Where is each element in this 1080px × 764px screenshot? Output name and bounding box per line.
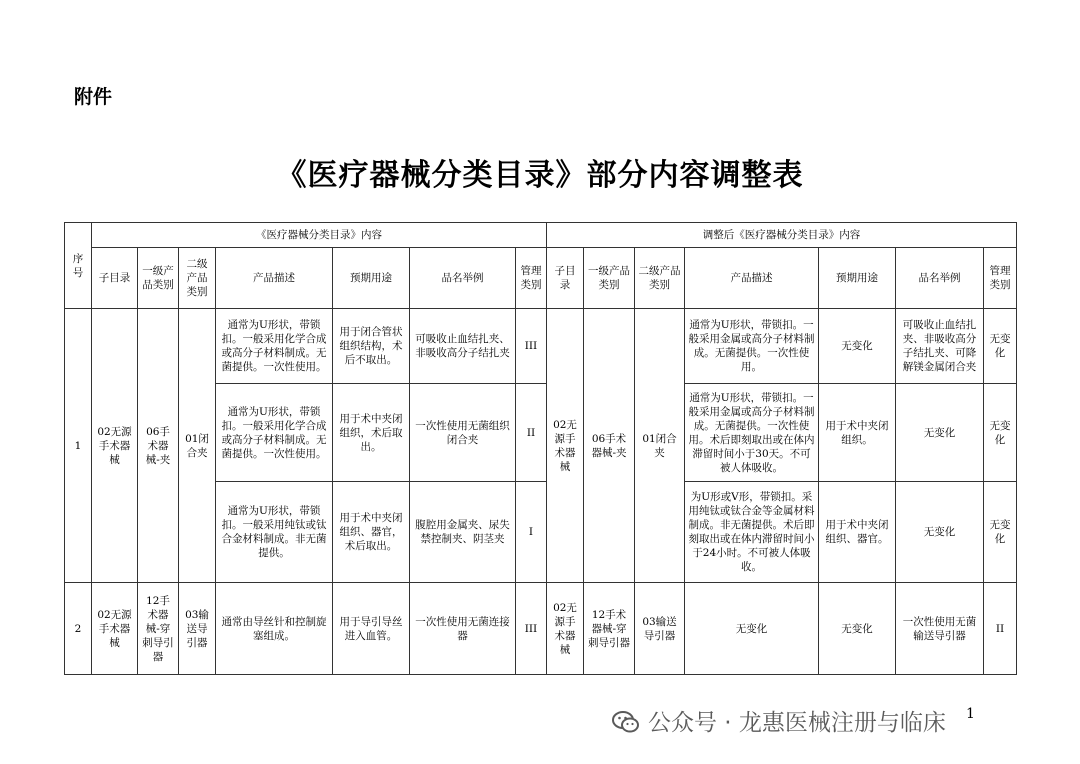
cell-orig-desc: 通常由导丝针和控制旋塞组成。: [216, 583, 333, 675]
header-adj-col: 预期用途: [819, 248, 896, 309]
header-orig-col: 品名举例: [410, 248, 516, 309]
header-original-group: 《医疗器械分类目录》内容: [92, 223, 547, 248]
wechat-icon: [612, 711, 640, 733]
cell-orig-l1: 06手术器械-夹: [138, 309, 179, 583]
document-title: 《医疗器械分类目录》部分内容调整表: [276, 158, 804, 193]
cell-adj-class: II: [984, 583, 1017, 675]
cell-seq: 1: [65, 309, 92, 583]
cell-seq: 2: [65, 583, 92, 675]
cell-adj-desc: 无变化: [685, 583, 819, 675]
cell-adj-use: 用于术中夹闭组织、器官。: [819, 482, 896, 583]
cell-orig-examples: 腹腔用金属夹、尿失禁控制夹、阴茎夹: [410, 482, 516, 583]
cell-adj-use: 无变化: [819, 309, 896, 384]
header-adj-col: 一级产品类别: [584, 248, 635, 309]
header-adj-col: 产品描述: [685, 248, 819, 309]
adjustment-table: [64, 222, 1017, 675]
cell-adj-examples: 无变化: [896, 384, 984, 482]
header-orig-col: 二级产品类别: [179, 248, 216, 309]
cell-adj-examples: 可吸收止血结扎夹、非吸收高分子结扎夹、可降解镁金属闭合夹: [896, 309, 984, 384]
cell-orig-desc: 通常为U形状，带锁扣。一般采用化学合成或高分子材料制成。无菌提供。一次性使用。: [216, 309, 333, 384]
cell-adj-use: 无变化: [819, 583, 896, 675]
cell-orig-class: I: [516, 482, 547, 583]
cell-adj-sub: 02无源手术器械: [547, 583, 584, 675]
header-orig-col: 一级产品类别: [138, 248, 179, 309]
page-number: 1: [966, 706, 975, 722]
cell-adj-l2: 01闭合夹: [635, 309, 685, 583]
cell-adj-examples: 无变化: [896, 482, 984, 583]
cell-adj-class: 无变化: [984, 309, 1017, 384]
header-adj-col: 子目录: [547, 248, 584, 309]
header-seq: 序号: [65, 223, 92, 309]
attachment-label: 附件: [74, 86, 113, 108]
header-row-columns: [65, 248, 1017, 309]
header-adj-col: 品名举例: [896, 248, 984, 309]
cell-adj-l1: 06手术器械-夹: [584, 309, 635, 583]
cell-adj-class: 无变化: [984, 482, 1017, 583]
cell-orig-examples: 一次性使用无菌组织闭合夹: [410, 384, 516, 482]
watermark-footer: [612, 704, 946, 737]
cell-orig-desc: 通常为U形状，带锁扣。一般采用纯钛或钛合金材料制成。非无菌提供。: [216, 482, 333, 583]
header-adj-col: 管理类别: [984, 248, 1017, 309]
header-orig-col: 子目录: [92, 248, 138, 309]
cell-orig-use: 用于导引导丝进入血管。: [333, 583, 410, 675]
header-orig-col: 预期用途: [333, 248, 410, 309]
cell-adj-class: 无变化: [984, 384, 1017, 482]
cell-orig-class: III: [516, 309, 547, 384]
cell-adj-l2: 03输送导引器: [635, 583, 685, 675]
cell-adj-desc: 为U形或V形，带锁扣。采用纯钛或钛合金等金属材料制成。非无菌提供。术后即刻取出或在体内滞留时间小于24小时。不可被人体吸收。: [685, 482, 819, 583]
cell-orig-sub: 02无源手术器械: [92, 583, 138, 675]
header-orig-col: 管理类别: [516, 248, 547, 309]
cell-orig-l1: 12手术器械-穿刺导引器: [138, 583, 179, 675]
cell-orig-use: 用于术中夹闭组织，术后取出。: [333, 384, 410, 482]
cell-adj-use: 用于术中夹闭组织。: [819, 384, 896, 482]
cell-orig-class: II: [516, 384, 547, 482]
watermark-text: 公众号 · 龙惠医械注册与临床: [648, 710, 946, 736]
cell-adj-examples: 一次性使用无菌输送导引器: [896, 583, 984, 675]
cell-orig-l2: 03输送导引器: [179, 583, 216, 675]
cell-adj-desc: 通常为U形状，带锁扣。一般采用金属或高分子材料制成。无菌提供。一次性使用。术后即刻取出或在体内滞留时间小于30天。不可被人体吸收。: [685, 384, 819, 482]
table-row: [65, 309, 1017, 384]
table-row: [65, 583, 1017, 675]
header-adj-col: 二级产品类别: [635, 248, 685, 309]
header-row-group: [65, 223, 1017, 248]
cell-adj-l1: 12手术器械-穿刺导引器: [584, 583, 635, 675]
cell-adj-sub: 02无源手术器械: [547, 309, 584, 583]
cell-orig-sub: 02无源手术器械: [92, 309, 138, 583]
header-adjusted-group: 调整后《医疗器械分类目录》内容: [547, 223, 1017, 248]
cell-orig-use: 用于术中夹闭组织、器官，术后取出。: [333, 482, 410, 583]
cell-orig-desc: 通常为U形状，带锁扣。一般采用化学合成或高分子材料制成。无菌提供。一次性使用。: [216, 384, 333, 482]
cell-orig-examples: 一次性使用无菌连接器: [410, 583, 516, 675]
cell-orig-l2: 01闭合夹: [179, 309, 216, 583]
cell-orig-examples: 可吸收止血结扎夹、非吸收高分子结扎夹: [410, 309, 516, 384]
cell-adj-desc: 通常为U形状，带锁扣。一般采用金属或高分子材料制成。无菌提供。一次性使用。: [685, 309, 819, 384]
cell-orig-use: 用于闭合管状组织结构，术后不取出。: [333, 309, 410, 384]
header-orig-col: 产品描述: [216, 248, 333, 309]
cell-orig-class: III: [516, 583, 547, 675]
